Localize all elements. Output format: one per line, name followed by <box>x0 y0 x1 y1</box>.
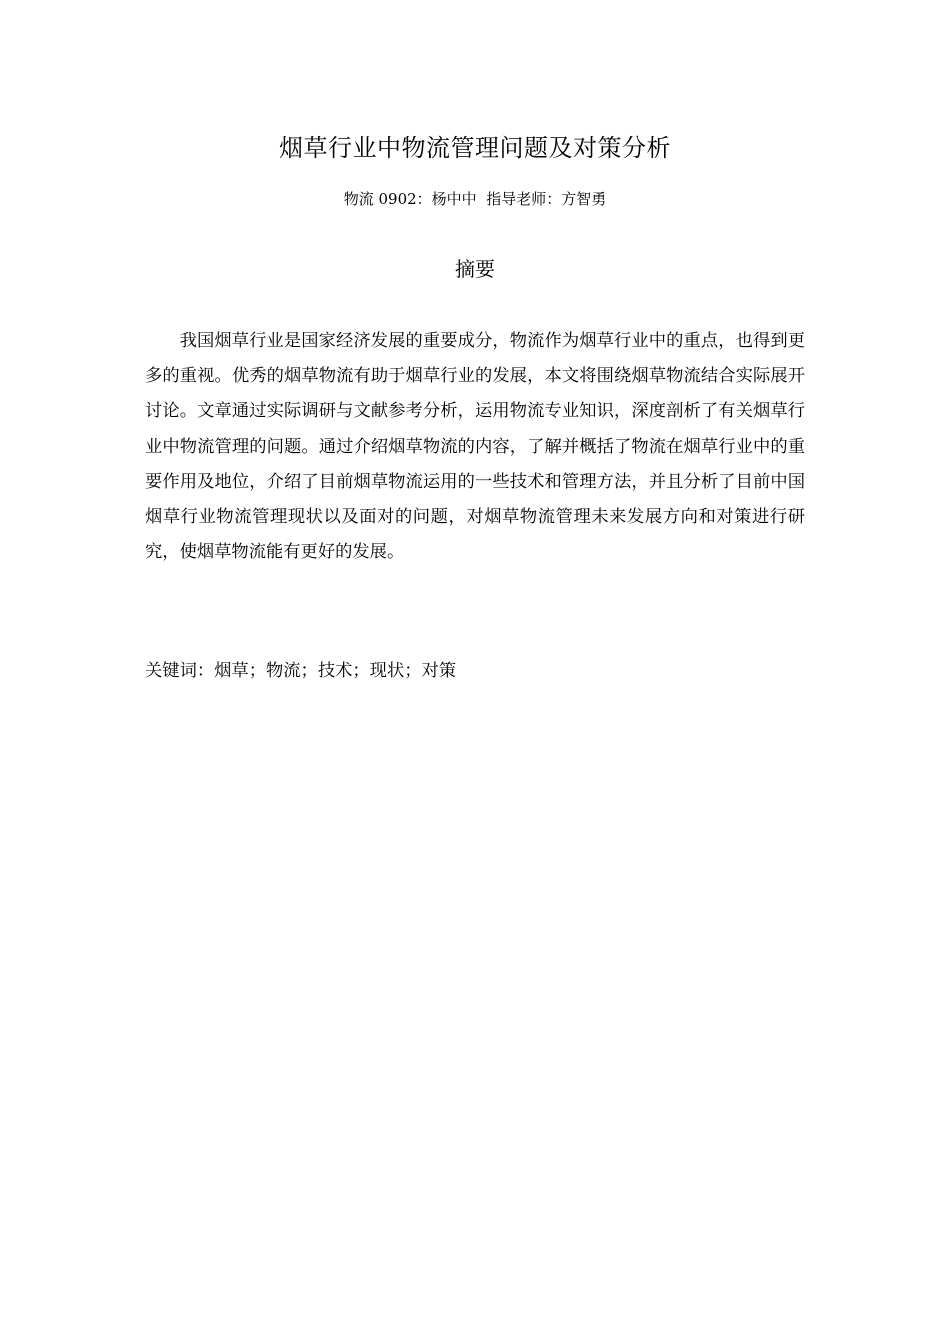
abstract-heading: 摘要 <box>455 257 495 281</box>
byline <box>0 187 950 211</box>
keywords-label: 关键词： <box>145 661 215 681</box>
author-info: 物流 0902：杨中中 <box>343 190 477 208</box>
byline-separator <box>477 190 487 208</box>
advisor-info: 指导老师：方智勇 <box>486 190 607 208</box>
keywords-values: 烟草；物流；技术；现状；对策 <box>214 661 457 681</box>
abstract-paragraph: 我国烟草行业是国家经济发展的重要成分，物流作为烟草行业中的重点，也得到更多的重视。优秀的烟草物流有助于烟草行业的发展，本文将围绕烟草物流结合实际展开讨论。文章通过实际调研与文献参考分析，运用物流专业知识，深度剖析了有关烟草行业中物流管理的问题。通过介绍烟草物流的内容，了解并概括了物流在烟草行业中的重要作用及地位，介绍了目前烟草物流运用的一些技术和管理方法，并且分析了目前中国烟草行业物流管理现状以及面对的问题，对烟草物流管理未来发展方向和对策进行研究，使烟草物流能有更好的发展。 <box>145 331 805 563</box>
document-title: 烟草行业中物流管理问题及对策分析 <box>279 134 671 162</box>
keywords-line <box>145 656 805 686</box>
